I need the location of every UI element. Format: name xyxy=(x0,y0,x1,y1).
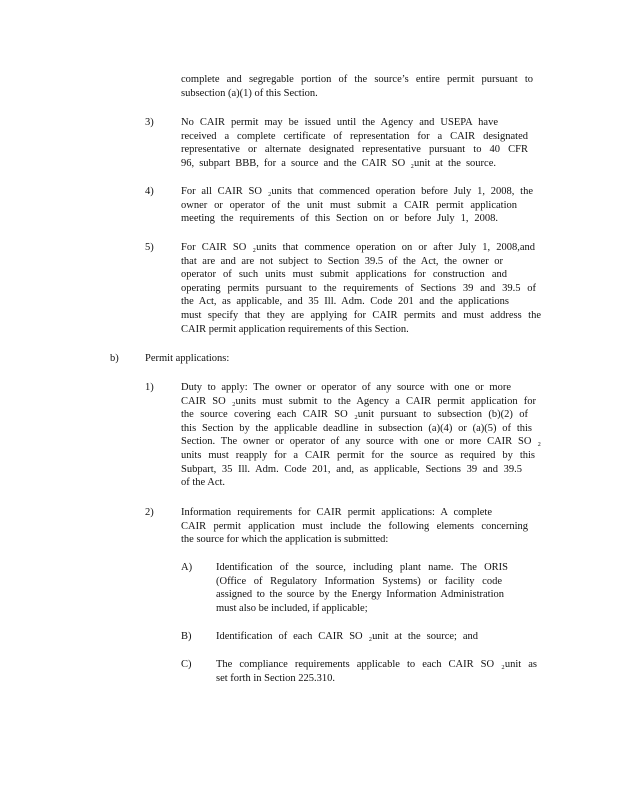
item-number-b2: 2) xyxy=(145,507,154,518)
text-line: operating permits pursuant to the requirements of Sections 39 and 39.5 of xyxy=(181,282,536,294)
text-line: the source covering each CAIR SO ₂unit pursuant to subsection (b)(2) of xyxy=(181,409,528,421)
text-line: Information requirements for CAIR permit applications: A complete xyxy=(181,507,492,518)
text-line: No CAIR permit may be issued until the Agency and USEPA have xyxy=(181,117,498,128)
text-line: meeting the requirements of this Section on or before July 1, 2008. xyxy=(181,213,498,225)
item-number-A: A) xyxy=(181,562,193,573)
item-4-paragraph xyxy=(181,185,533,226)
item-number-5: 5) xyxy=(145,242,154,253)
text-line: units must reapply for a CAIR permit for the source as required by this xyxy=(181,449,535,461)
text-line: complete and segregable portion of the source’s entire permit pursuant to xyxy=(181,74,533,85)
text-line: owner or operator of the unit must submit a CAIR permit application xyxy=(181,199,517,211)
text-line: subsection (a)(1) of this Section. xyxy=(181,87,318,99)
text-line: For all CAIR SO ₂units that commenced operation before July 1, 2008, the xyxy=(181,186,533,197)
item-b1-paragraph xyxy=(181,381,541,490)
item-number-b1: 1) xyxy=(145,382,154,393)
item-number-B: B) xyxy=(181,631,192,642)
item-number-C: C) xyxy=(181,659,192,670)
text-line: set forth in Section 225.310. xyxy=(216,672,335,684)
text-line: CAIR permit application requirements of this Section. xyxy=(181,323,409,335)
text-line: assigned to the source by the Energy Information Administration xyxy=(216,589,504,601)
item-number-4: 4) xyxy=(145,186,154,197)
text-line: received a complete certificate of representation for a CAIR designated xyxy=(181,130,528,142)
text-line: The compliance requirements applicable to each CAIR SO ₂unit as xyxy=(216,659,537,670)
text-line: the source for which the application is submitted: xyxy=(181,534,389,546)
section-b-label: b) xyxy=(110,353,119,364)
item-number-3: 3) xyxy=(145,117,154,128)
section-b-title: Permit applications: xyxy=(145,353,230,364)
text-line: 96, subpart BBB, for a source and the CAIR SO ₂unit at the source. xyxy=(181,157,496,169)
item-C-paragraph xyxy=(216,658,537,685)
text-line: For CAIR SO ₂units that commence operation on or after July 1, 2008,and xyxy=(181,242,535,253)
text-line: Identification of the source, including plant name. The ORIS xyxy=(216,562,508,573)
continuation-paragraph xyxy=(181,73,533,100)
item-b2-paragraph xyxy=(181,506,528,547)
item-3-paragraph xyxy=(181,116,528,170)
text-line: the Act, as applicable, and 35 Ill. Adm. Code 201 and the applications xyxy=(181,296,509,308)
text-line: Subpart, 35 Ill. Adm. Code 201, and, as applicable, Sections 39 and 39.5 xyxy=(181,463,522,475)
text-line: must specify that they are applying for CAIR permits and must address the xyxy=(181,309,541,321)
item-5-paragraph xyxy=(181,241,541,336)
text-line: Duty to apply: The owner or operator of any source with one or more xyxy=(181,382,511,393)
item-B-paragraph xyxy=(216,630,478,644)
text-line: of the Act. xyxy=(181,477,226,489)
text-line: Section. The owner or operator of any source with one or more CAIR SO ₂ xyxy=(181,436,541,448)
text-line: CAIR permit application must include the following elements concerning xyxy=(181,520,528,532)
text-line: operator of such units must submit applications for construction and xyxy=(181,269,507,281)
text-line: that are and are not subject to Section 39.5 of the Act, the owner or xyxy=(181,255,503,267)
text-line: representative or alternate designated representative pursuant to 40 CFR xyxy=(181,144,528,156)
text-line: Identification of each CAIR SO ₂unit at the source; and xyxy=(216,631,478,642)
text-line: must also be included, if applicable; xyxy=(216,602,368,614)
text-line: this Section by the applicable deadline in subsection (a)(4) or (a)(5) of this xyxy=(181,422,532,434)
item-A-paragraph xyxy=(216,561,508,615)
text-line: (Office of Regulatory Information Systems) or facility code xyxy=(216,575,502,587)
text-line: CAIR SO ₂units must submit to the Agency a CAIR permit application for xyxy=(181,395,536,407)
